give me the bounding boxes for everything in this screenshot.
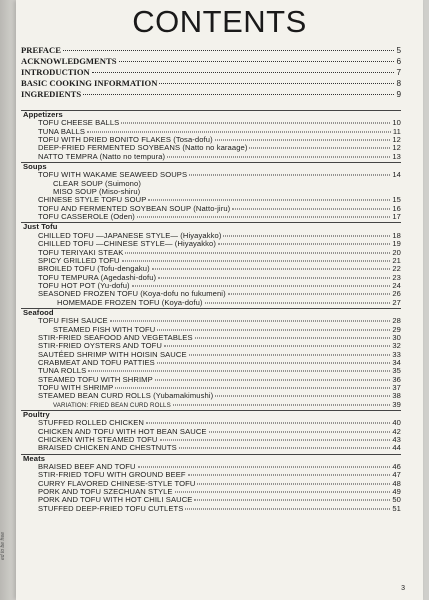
entry-page-number: 18 [392,230,401,240]
entry-title: TOFU WITH DRIED BONITO FLAKES (Tosa-dofu) [38,135,213,145]
front-matter-list [21,45,401,100]
entry-title: CLEAR SOUP (Suimono) [53,178,141,188]
front-matter-entry [21,78,401,89]
dot-leader [232,208,390,209]
entry-page-number: 7 [396,68,401,77]
section-heading: Just Tofu [21,222,401,231]
entry-page-number: 6 [396,57,401,66]
entry-title: BRAISED CHICKEN AND CHESTNUTS [38,443,177,453]
section-heading: Seafood [21,308,401,317]
entry-title: CHINESE STYLE TOFU SOUP [38,195,147,205]
entry-title: INGREDIENTS [21,89,82,99]
dot-leader [188,475,391,476]
entry-title: STEAMED TOFU WITH SHRIMP [38,374,153,384]
dot-leader [167,156,390,157]
entry-page-number: 46 [392,462,401,472]
entry-title: STEAMED FISH WITH TOFU [53,324,156,334]
entry-title: TOFU CHEESE BALLS [38,118,120,128]
dot-leader [148,200,390,201]
entry-page-number: 22 [392,264,401,274]
dot-leader [63,50,394,51]
entry-title: ACKNOWLEDGMENTS [21,56,117,66]
entry-title: SEASONED FROZEN TOFU (Koya-dofu no fukumeni) [38,289,226,299]
entry-title: MISO SOUP (Miso-shiru) [53,187,141,197]
dot-leader [159,83,394,84]
dot-leader [189,175,390,176]
entry-title: SAUTÉED SHRIMP WITH HOISIN SAUCE [38,349,187,359]
entry-page-number: 34 [392,357,401,367]
dot-leader [228,294,391,295]
dot-leader [223,235,390,236]
entry-title: STIR-FRIED SEAFOOD AND VEGETABLES [38,332,193,342]
entry-title: TOFU TEMPURA (Agedashi-dofu) [38,272,157,282]
entry-title: TUNA BALLS [38,126,86,136]
dot-leader [152,269,391,270]
entry-title: TOFU WITH SHRIMP [38,383,114,392]
entry-title: TOFU TERIYAKI STEAK [38,247,124,257]
entry-title: BROILED TOFU (Tofu-dengaku) [38,264,150,274]
entry-title: HOMEMADE FROZEN TOFU (Koya-dofu) [57,297,203,307]
contents-list [21,110,401,513]
entry-page-number: 33 [392,349,401,359]
dot-leader [158,277,390,278]
dot-leader [115,388,390,389]
entry-page-number: 49 [392,487,401,497]
entry-page-number: 13 [392,151,401,161]
entry-title: BRAISED BEEF AND TOFU [38,462,136,472]
entry-page-number: 11 [392,126,401,136]
entry-page-number: 30 [392,332,401,342]
entry-page-number: 24 [392,280,401,290]
entry-page-number: 10 [392,118,401,128]
entry-page-number: 44 [392,443,401,453]
entry-page-number: 19 [392,239,401,249]
dot-leader [155,379,391,380]
entry-page-number: 48 [392,478,401,488]
entry-page-number: 21 [392,255,401,265]
entry-title: VARIATION: FRIED BEAN CURD ROLLS [53,401,171,409]
entry-page-number: 15 [392,195,401,205]
dot-leader [132,285,391,286]
entry-page-number: 12 [392,143,401,153]
dot-leader [209,431,391,432]
dot-leader [175,492,391,493]
dot-leader [122,260,391,261]
dot-leader [121,123,390,124]
entry-page-number: 51 [392,503,401,513]
dot-leader [119,61,395,62]
dot-leader [87,131,391,132]
dot-leader [146,423,390,424]
dot-leader [110,321,391,322]
dot-leader [205,302,391,303]
entry-page-number: 26 [392,289,401,299]
dot-leader [164,346,390,347]
dot-leader [125,252,390,253]
entry-title: TOFU AND FERMENTED SOYBEAN SOUP (Natto-jiru) [38,203,231,213]
contents-page [16,0,423,600]
toc-entry [21,299,401,307]
dot-leader [137,217,390,218]
entry-page-number: 14 [392,170,401,180]
entry-page-number: 37 [392,383,401,392]
toc-entry [21,444,401,452]
entry-page-number: 38 [392,391,401,401]
entry-page-number: 23 [392,272,401,282]
entry-title: TOFU WITH WAKAME SEAWEED SOUPS [38,170,188,180]
toc-entry [21,401,401,409]
dot-leader [197,483,390,484]
page-number: 3 [401,585,405,592]
entry-title: CHICKEN WITH STEAMED TOFU [38,435,158,445]
entry-page-number: 17 [392,212,401,222]
entry-page-number: 42 [392,426,401,436]
section-heading: Soups [21,162,401,171]
entry-title: TOFU CASSEROLE (Oden) [38,212,135,222]
dot-leader [195,337,391,338]
entry-title: TOFU HOT POT (Yu-dofu) [38,280,130,290]
entry-title: STIR-FRIED TOFU WITH GROUND BEEF [38,470,186,480]
entry-page-number: 50 [392,495,401,505]
front-matter-entry [21,56,401,67]
dot-leader [157,362,390,363]
dot-leader [218,244,390,245]
entry-page-number: 27 [392,297,401,307]
entry-title: SPICY GRILLED TOFU [38,255,120,265]
section-heading: Appetizers [21,110,401,119]
entry-title: STEAMED BEAN CURD ROLLS (Yubamakimushi) [38,391,214,401]
dot-leader [173,404,391,405]
entry-page-number: 40 [392,418,401,428]
entry-title: DEEP-FRIED FERMENTED SOYBEANS (Natto no karaage) [38,143,248,153]
dot-leader [88,371,390,372]
entry-page-number: 39 [392,399,401,409]
entry-page-number: 28 [392,316,401,326]
dot-leader [194,500,390,501]
dot-leader [189,354,391,355]
entry-page-number: 36 [392,374,401,384]
book-binding-edge [0,0,16,600]
entry-page-number: 32 [392,341,401,351]
section-heading: Meats [21,454,401,463]
dot-leader [138,467,391,468]
entry-page-number: 20 [392,247,401,257]
entry-title: STIR-FRIED OYSTERS AND TOFU [38,341,162,351]
entry-title: CHILLED TOFU —CHINESE STYLE— (Hiyayakko) [38,239,216,249]
dot-leader [83,94,394,95]
entry-page-number: 5 [396,46,401,55]
edge-note: ed to be free [0,531,6,560]
front-matter-entry [21,45,401,56]
entry-title: CHILLED TOFU —JAPANESE STYLE— (Hiyayakko) [38,230,222,240]
entry-title: CRABMEAT AND TOFU PATTIES [38,357,155,367]
section-heading: Poultry [21,410,401,419]
entry-page-number: 43 [392,435,401,445]
entry-page-number: 47 [392,470,401,480]
entry-title: CURRY FLAVORED CHINESE-STYLE TOFU [38,478,196,488]
entry-title: PORK AND TOFU SZECHUAN STYLE [38,487,173,497]
entry-page-number: 29 [392,324,401,334]
entry-title: STUFFED DEEP-FRIED TOFU CUTLETS [38,503,184,513]
entry-title: PREFACE [21,45,61,55]
entry-title: CHICKEN AND TOFU WITH HOT BEAN SAUCE [38,426,207,436]
entry-title: INTRODUCTION [21,67,90,77]
entry-title: STUFFED ROLLED CHICKEN [38,418,144,428]
entry-title: BASIC COOKING INFORMATION [21,78,158,88]
entry-page-number: 16 [392,203,401,213]
toc-entry [21,505,401,513]
dot-leader [249,148,390,149]
entry-title: PORK AND TOFU WITH HOT CHILI SAUCE [38,495,193,505]
front-matter-entry [21,67,401,78]
dot-leader [92,72,395,73]
toc-entry [21,213,401,221]
dot-leader [160,440,391,441]
entry-page-number: 35 [392,366,401,376]
entry-page-number: 12 [392,135,401,145]
entry-page-number: 8 [396,79,401,88]
dot-leader [215,396,390,397]
toc-entry [21,153,401,161]
page-title: CONTENTS [132,4,307,39]
entry-page-number: 9 [396,90,401,99]
entry-title: TUNA ROLLS [38,366,87,376]
dot-leader [185,508,390,509]
front-matter-entry [21,89,401,100]
entry-title: NATTO TEMPRA (Natto no tempura) [38,151,166,161]
dot-leader [179,448,391,449]
toc-entry [21,392,401,400]
entry-title: TOFU FISH SAUCE [38,316,108,326]
dot-leader [157,329,390,330]
dot-leader [215,140,391,141]
